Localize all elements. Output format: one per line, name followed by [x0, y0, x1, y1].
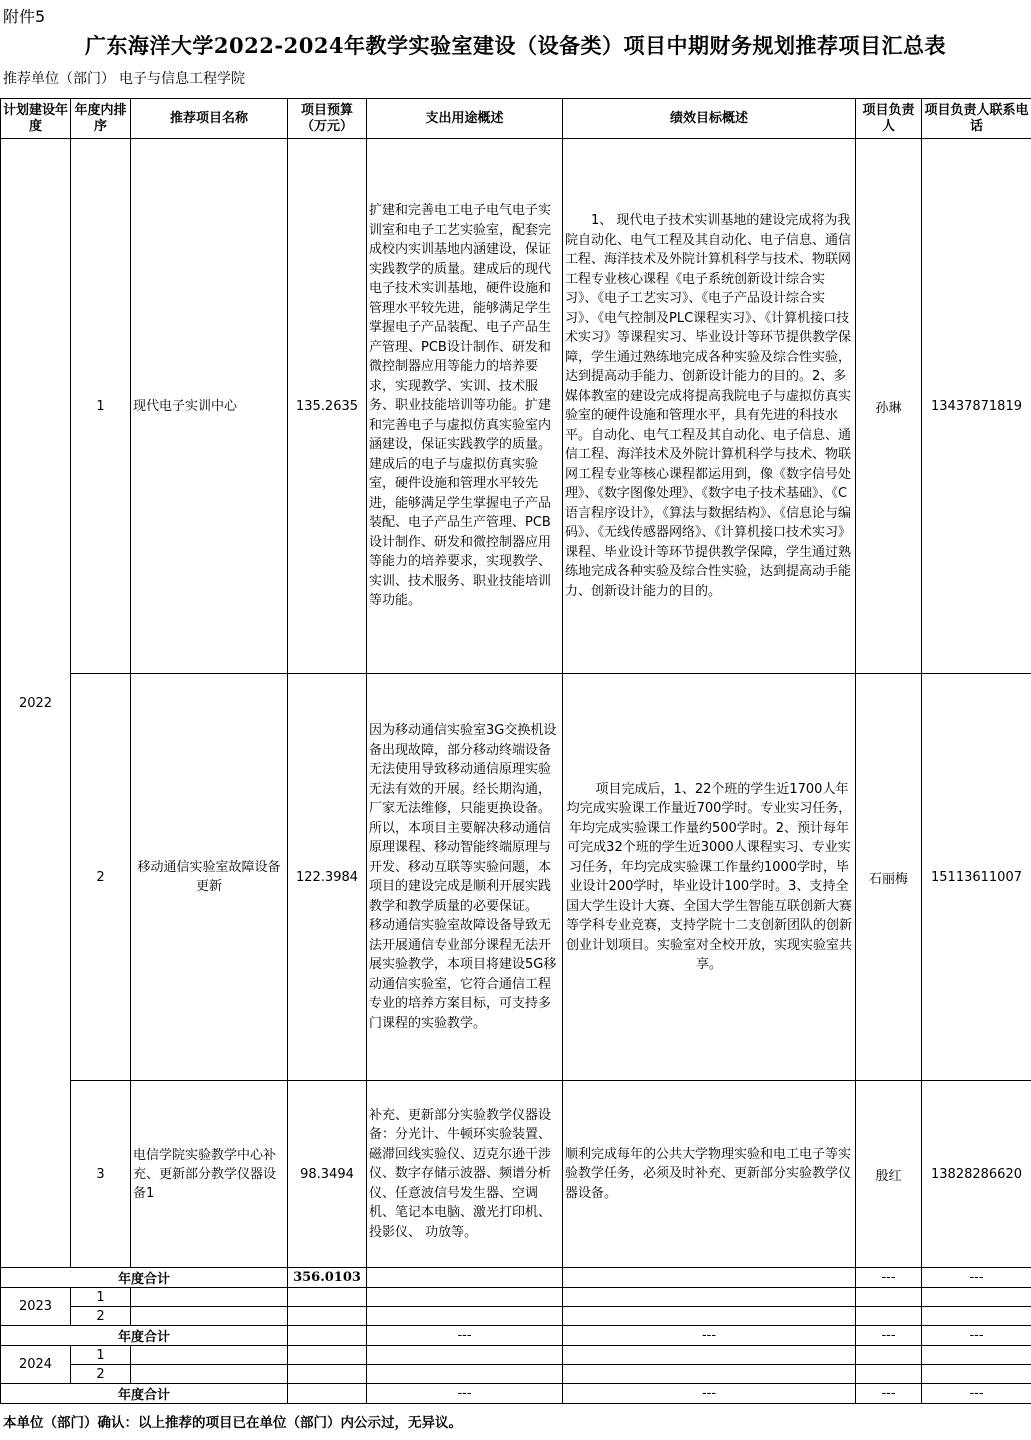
subtotal-row — [1, 1326, 1031, 1346]
leader-cell: 殷红 — [856, 1081, 922, 1268]
summary-table — [0, 98, 1031, 1404]
budget-cell: 135.2635 — [288, 139, 367, 674]
order-cell: 1 — [71, 139, 131, 674]
phone-cell: 13437871819 — [922, 139, 1031, 674]
usage-cell — [367, 674, 563, 1081]
phone-cell: 13828286620 — [922, 1081, 1031, 1268]
table-row — [1, 1081, 1031, 1268]
header-year: 计划建设年度 — [1, 99, 71, 139]
goal-cell: 项目完成后，1、22个班的学生近1700人年均完成实验课工作量近700学时。专业实习任务，年均完成实验课工作量约500学时。2、预计每年可完成32个班的学生近3000人课程实习、专业实习任务，年均完成实验课工作量约1000学时，毕业设计200学时，毕业设计100学时。3、支持全国大学生设计大赛、全国大学生智能互联创新大赛等学科专业竞赛，支持学院十二支创新团队的创新创业计划项目。实验室对全校开放，实现实验室共享。 — [563, 674, 856, 1081]
subtotal-label: 年度合计 — [1, 1384, 288, 1404]
table-row — [1, 139, 1031, 674]
department-value: 电子与信息工程学院 — [119, 71, 245, 87]
subtotal-usage: --- — [367, 1326, 563, 1346]
subtotal-leader: --- — [856, 1268, 922, 1288]
subtotal-label: 年度合计 — [1, 1268, 288, 1288]
leader-cell: 石丽梅 — [856, 674, 922, 1081]
subtotal-goal: --- — [563, 1326, 856, 1346]
header-phone: 项目负责人联系电话 — [922, 99, 1031, 139]
subtotal-label: 年度合计 — [1, 1326, 288, 1346]
subtotal-usage — [367, 1268, 563, 1288]
usage-cell: 扩建和完善电工电子电气电子实训室和电子工艺实验室，配套完成校内实训基地内涵建设，保证实践教学的质量。建成后的现代电子技术实训基地，硬件设施和管理水平较先进，能够满足学生掌握电子产品装配、电子产品生产管理、PCB设计制作、研发和微控制器应用等能力的培养要求，实现教学、实训、技术服务、职业技能培训等功能。扩建和完善电子与虚拟仿真实验室内涵建设，保证实践教学的质量。建成后的电子与虚拟仿真实验室，硬件设施和管理水平较先进，能够满足学生掌握电子产品装配、电子产品生产管理、PCB设计制作、研发和微控制器应用等能力的培养要求，实现教学、实训、技术服务、职业技能培训等功能。 — [367, 139, 563, 674]
table-row — [1, 1365, 1031, 1384]
order-cell: 2 — [71, 1307, 131, 1326]
subtotal-leader: --- — [856, 1384, 922, 1404]
table-row — [1, 1346, 1031, 1365]
table-row — [1, 1307, 1031, 1326]
usage-cell: 补充、更新部分实验教学仪器设备：分光计、牛顿环实验装置、磁滞回线实验仪、迈克尔逊干涉仪、数字存储示波器、频谱分析仪、任意波信号发生器、空调机、笔记本电脑、激光打印机、投影仪、 功放等。 — [367, 1081, 563, 1268]
goal-cell: 顺利完成每年的公共大学物理实验和电工电子等实验教学任务，必须及时补充、更新部分实验教学仪器设备。 — [563, 1081, 856, 1268]
department-line — [3, 68, 249, 88]
subtotal-row — [1, 1268, 1031, 1288]
budget-cell: 98.3494 — [288, 1081, 367, 1268]
goal-cell: 1、 现代电子技术实训基地的建设完成将为我院自动化、电气工程及其自动化、电子信息、通信工程、海洋技术及外院计算机科学与技术、物联网工程专业核心课程《电子系统创新设计综合实习》、《电子工艺实习》、《电子产品设计综合实习》、《电气控制及PLC课程实习》、《计算机接口技术实习》等课程实习、毕业设计等环节提供教学保障，学生通过熟练地完成各种实验及综合性实验，达到提高动手能力、创新设计能力的目的。2、多媒体教室的建设完成将提高我院电子与虚拟仿真实验室的硬件设施和管理水平，具有先进的科技水平。自动化、电气工程及其自动化、电子信息、通信工程、海洋技术及外院计算机科学与技术、物联网工程专业等核心课程都运用到，像《数字信号处理》、《数字图像处理》、《数字电子技术基础》、《C语言程序设计》，《算法与数据结构》、《信息论与编码》、《无线传感器网络》、《计算机接口技术实习》课程、毕业设计等环节提供教学保障，学生通过熟练地完成各种实验及综合性实验，达到提高动手能力、创新设计能力的目的。 — [563, 139, 856, 674]
leader-cell: 孙琳 — [856, 139, 922, 674]
order-cell: 1 — [71, 1288, 131, 1307]
order-cell: 1 — [71, 1346, 131, 1365]
usage-paragraph: 移动通信实验室故障设备导致无法开展通信专业部分课程无法开展实验教学，本项目将建设5G移动通信实验室，它符合通信工程专业的培养方案目标，可支持多门课程的实验教学。 — [369, 918, 557, 1031]
table-row — [1, 674, 1031, 1081]
header-leader: 项目负责人 — [856, 99, 922, 139]
budget-cell: 122.3984 — [288, 674, 367, 1081]
year-cell-2024: 2024 — [1, 1346, 71, 1384]
header-budget: 项目预算（万元） — [288, 99, 367, 139]
order-cell: 3 — [71, 1081, 131, 1268]
project-name-cell: 现代电子实训中心 — [131, 139, 288, 674]
header-order: 年度内排序 — [71, 99, 131, 139]
header-goal: 绩效目标概述 — [563, 99, 856, 139]
usage-paragraph: 因为移动通信实验室3G交换机设备出现故障，部分移动终端设备无法使用导致移动通信原理实验无法有效的开展。经长期沟通，厂家无法维修，只能更换设备。所以，本项目主要解决移动通信原理课程、移动智能终端原理与开发、移动互联等实验问题，本项目的建设完成是顺利开展实践教学和教学质量的必要保证。 — [369, 723, 557, 914]
project-name-cell: 电信学院实验教学中心补充、更新部分教学仪器设备1 — [131, 1081, 288, 1268]
phone-cell: 15113611007 — [922, 674, 1031, 1081]
subtotal-usage: --- — [367, 1384, 563, 1404]
project-name-cell: 移动通信实验室故障设备更新 — [131, 674, 288, 1081]
table-header-row — [1, 99, 1031, 139]
subtotal-phone: --- — [922, 1384, 1031, 1404]
table-row — [1, 1288, 1031, 1307]
order-cell: 2 — [71, 1365, 131, 1384]
year-cell-2023: 2023 — [1, 1288, 71, 1326]
subtotal-goal: --- — [563, 1384, 856, 1404]
page-title: 广东海洋大学2022-2024年教学实验室建设（设备类）项目中期财务规划推荐项目汇总表 — [84, 33, 947, 58]
subtotal-phone: --- — [922, 1268, 1031, 1288]
subtotal-budget: 356.0103 — [288, 1268, 367, 1288]
header-usage: 支出用途概述 — [367, 99, 563, 139]
year-cell-2022: 2022 — [1, 139, 71, 1268]
subtotal-goal — [563, 1268, 856, 1288]
order-cell: 2 — [71, 674, 131, 1081]
department-label: 推荐单位（部门） — [3, 71, 115, 87]
subtotal-row — [1, 1384, 1031, 1404]
subtotal-leader: --- — [856, 1326, 922, 1346]
subtotal-phone: --- — [922, 1326, 1031, 1346]
header-name: 推荐项目名称 — [131, 99, 288, 139]
attachment-label: 附件5 — [3, 7, 46, 26]
confirmation-note: 本单位（部门）确认：以上推荐的项目已在单位（部门）内公示过，无异议。 — [3, 1415, 462, 1431]
